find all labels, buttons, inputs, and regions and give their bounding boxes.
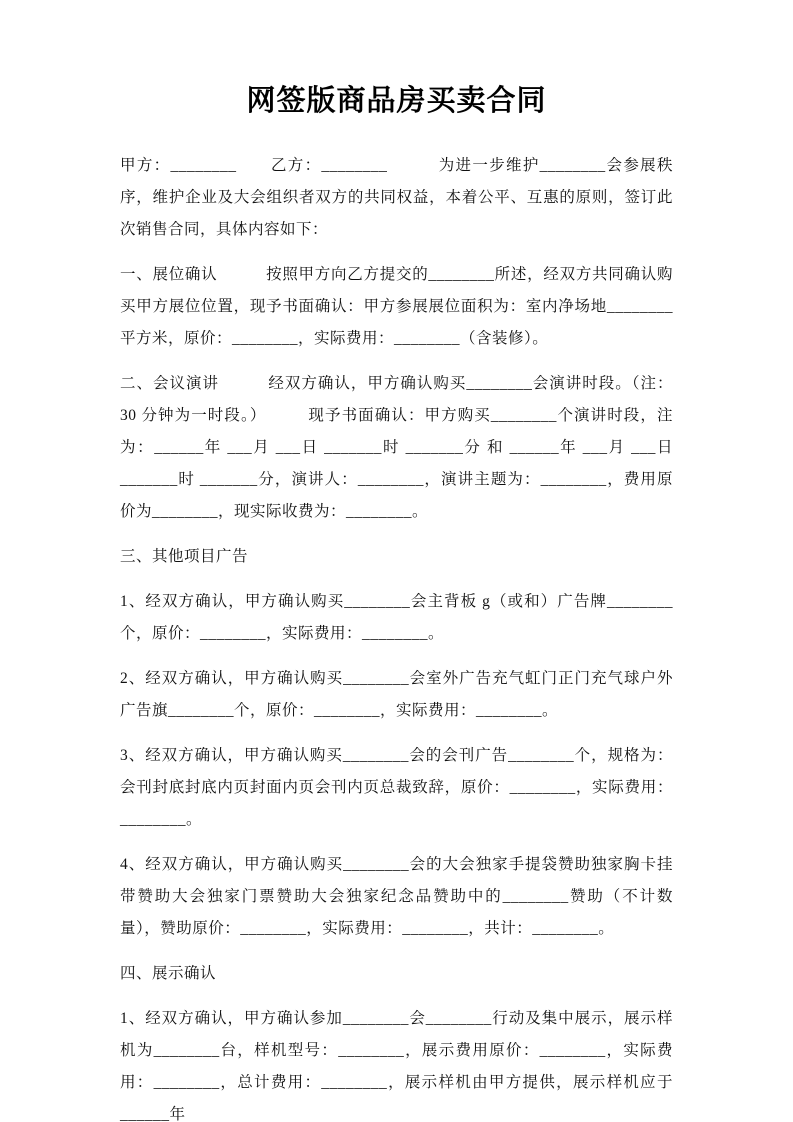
document-title: 网签版商品房买卖合同	[246, 85, 547, 117]
paragraph-section1-booth-confirmation: 一、展位确认 按照甲方向乙方提交的________所述，经双方共同确认购买甲方展位位置，现予书面确认：甲方参展展位面积为：室内净场地________平方米，原价：________，实际费用：________（含装修）。	[120, 266, 673, 347]
section3-heading-other-ads: 三、其他项目广告	[120, 548, 249, 565]
paragraph-intro: 甲方：________ 乙方：________ 为进一步维护________会参展秩序，维护企业及大会组织者双方的共同权益，本着公平、互惠的原则，签订此次销售合同，具体内容如下：	[120, 157, 673, 238]
paragraph-section3-item3-journal-ads: 3、经双方确认，甲方确认购买________会的会刊广告________个，规格为：会刊封底封底内页封面内页会刊内页总裁致辞，原价：________，实际费用：________。	[120, 747, 673, 828]
paragraph-section4-item1-display: 1、经双方确认，甲方确认参加________会________行动及集中展示，展示样机为________台，样机型号：________，展示费用原价：________，实际费用：________，总计费用：________，展示样机由甲方提供，展示样机应于______年	[120, 1010, 673, 1122]
document-content	[120, 80, 673, 1122]
paragraph-section3-item2-outdoor-ads: 2、经双方确认，甲方确认购买________会室外广告充气虹门正门充气球户外广告旗________个，原价：________，实际费用：________。	[120, 670, 673, 719]
paragraph-section3-item4-sponsorship: 4、经双方确认，甲方确认购买________会的大会独家手提袋赞助独家胸卡挂带赞助大会独家门票赞助大会独家纪念品赞助中的________赞助（不计数量），赞助原价：________，实际费用：________，共计：________。	[120, 856, 673, 937]
section4-heading-display-confirmation: 四、展示确认	[120, 965, 217, 982]
paragraph-section2-conference-speech: 二、会议演讲 经双方确认，甲方确认购买________会演讲时段。（注：30 分钟为一时段。） 现予书面确认：甲方购买________个演讲时段，注为：______年 ___月 ___日 _______时 _______分 和 ______年 ___月 ___日 _______时 _______分，演讲人：________，演讲主题为：________，费用原价为________，现实际收费为：________。	[120, 375, 673, 520]
paragraph-section3-item1-backboard-ads: 1、经双方确认，甲方确认购买________会主背板 g（或和）广告牌________个，原价：________，实际费用：________。	[120, 593, 673, 642]
